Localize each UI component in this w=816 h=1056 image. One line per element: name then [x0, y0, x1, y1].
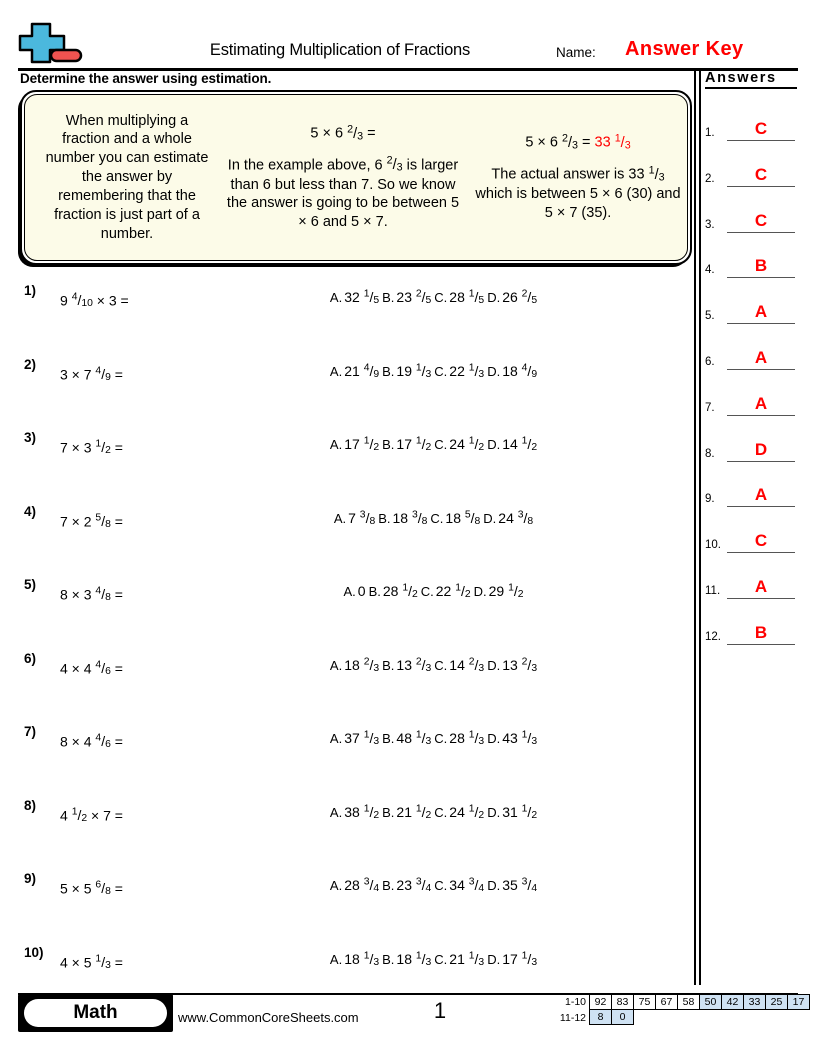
example-answer-equals: = [577, 134, 595, 151]
question-number-7: 7) [24, 724, 37, 739]
question-2-choice-A[interactable]: A. 21 $^4$/9 [329, 362, 380, 381]
question-10-choice-B[interactable]: B. 18 $^1$/3 [382, 950, 432, 969]
score-cell-1-10: 17 [787, 994, 810, 1010]
question-7-expr-text-0: 8 × 4 [60, 733, 96, 750]
question-3-choice-D[interactable]: D. 14 $^1$/2 [487, 436, 538, 454]
score-cell-1-7: 42 [721, 994, 744, 1010]
question-expression-9 [60, 880, 123, 898]
question-number-9: 9) [24, 871, 37, 886]
answer-column-divider-inner [699, 70, 701, 985]
answer-value-12: B [754, 622, 768, 642]
question-9-choice-3-text-0: 35 [502, 877, 522, 894]
question-9-choice-0-text-0: 28 [344, 877, 364, 894]
answer-value-8: D [754, 439, 768, 459]
page-number: 1 [433, 998, 447, 1023]
question-8-choice-2-text-0: 24 [449, 803, 469, 820]
question-4-choice-0-fraction-1: $^3$/8 [359, 509, 376, 528]
question-9-choice-2-fraction-1: $^3$/4 [468, 877, 485, 895]
question-6-choice-C[interactable]: C. 14 $^2$/3 [434, 656, 485, 675]
name-value: Answer Key [625, 38, 744, 60]
question-choices-8 [195, 804, 675, 822]
question-8 [20, 798, 680, 832]
question-9-choice-1-text-0: 23 [396, 877, 416, 894]
question-3-choice-3-fraction-1: $^1$/2 [521, 436, 538, 454]
example-answer-text-fraction: $^1$/3 [648, 164, 665, 184]
question-2-expr-fraction-1: $^4$/9 [95, 365, 111, 384]
example-explanation-text [226, 155, 460, 232]
question-5-choice-1-text-0: 28 [382, 583, 403, 600]
score-cell-2-1: 8 [589, 1009, 612, 1025]
question-1-choice-C[interactable]: C. 28 $^1$/5 [434, 289, 485, 307]
answer-index-6: 6. [705, 356, 715, 368]
question-expression-2 [60, 366, 123, 384]
subject-badge-label: Math [24, 999, 167, 1027]
question-10-expr-text-0: 4 × 5 [60, 953, 96, 970]
example-equation-prefix: 5 × 6 [310, 125, 348, 142]
question-choices-9 [195, 877, 675, 895]
answer-row-9 [705, 463, 795, 507]
question-2-choice-D[interactable]: D. 18 $^4$/9 [487, 362, 538, 381]
answer-index-4: 4. [705, 264, 715, 277]
question-choices-4 [195, 510, 675, 528]
score-cell-1-5: 58 [677, 994, 700, 1010]
plus-minus-logo-icon [18, 20, 90, 68]
answer-value-5: A [754, 302, 768, 322]
example-explanation-part2: is larger than 6 but less than 7. So we know the answer is going to be between 5 × 6 and 5 × 7. [226, 157, 460, 231]
question-6-choice-A[interactable]: A. 18 $^2$/3 [329, 656, 380, 675]
question-4-choice-A[interactable]: A. 7 $^3$/8 [333, 509, 376, 528]
question-2 [20, 357, 680, 391]
answer-row-4 [705, 234, 795, 278]
question-10-choice-0-fraction-1: $^1$/3 [363, 950, 380, 969]
question-5-choice-0-text-0: 0 [357, 583, 366, 600]
score-cell-1-9: 25 [765, 994, 788, 1010]
question-8-choice-1-fraction-1: $^1$/2 [415, 803, 432, 822]
question-9-choice-1-fraction-1: $^3$/4 [415, 877, 432, 895]
question-9-choice-0-fraction-1: $^3$/4 [363, 877, 380, 895]
question-2-choice-0-fraction-1: $^4$/9 [363, 362, 380, 381]
question-4-choice-2-fraction-1: $^5$/8 [464, 509, 481, 528]
question-1-choice-B[interactable]: B. 23 $^2$/5 [382, 289, 432, 307]
question-4-choice-3-text-0: 24 [498, 509, 518, 526]
question-3-expr-text-0: 7 × 3 [60, 439, 96, 456]
question-4-choice-0-text-0: 7 [348, 509, 360, 526]
question-1-choice-2-fraction-1: $^1$/5 [468, 289, 485, 307]
question-6-choice-3-text-0: 13 [502, 656, 522, 673]
question-2-choice-C[interactable]: C. 22 $^1$/3 [434, 362, 485, 381]
question-1-choice-A[interactable]: A. 32 $^1$/5 [329, 289, 380, 307]
example-answer-equation [472, 132, 684, 153]
question-2-choice-3-fraction-1: $^4$/9 [521, 362, 538, 381]
question-5-choice-2-text-0: 22 [435, 583, 456, 600]
question-3-choice-0-text-0: 17 [344, 436, 364, 453]
question-2-choice-3-text-0: 18 [502, 362, 522, 379]
question-6-choice-0-text-0: 18 [344, 656, 364, 673]
instruction-text: Determine the answer using estimation. [20, 71, 272, 86]
question-10-choice-1-text-0: 18 [396, 950, 416, 967]
question-number-4: 4) [24, 503, 37, 519]
question-10-choice-3-text-0: 17 [502, 950, 522, 967]
question-8-choice-2-fraction-1: $^1$/2 [468, 803, 485, 822]
answer-index-3: 3. [705, 218, 715, 231]
question-1-choice-0-fraction-1: $^1$/5 [363, 289, 380, 307]
answer-value-2: C [754, 164, 768, 184]
question-3-choice-B[interactable]: B. 17 $^1$/2 [382, 436, 432, 454]
answer-row-1 [705, 97, 795, 141]
score-cells-2 [590, 1010, 634, 1025]
answer-index-2: 2. [705, 172, 715, 185]
question-choices-3 [195, 436, 675, 454]
question-8-expr-text-2: × 7 = [87, 806, 123, 823]
question-expression-10 [60, 954, 123, 972]
question-6-choice-B[interactable]: B. 13 $^2$/3 [382, 656, 432, 675]
question-1-choice-2-text-0: 28 [449, 289, 469, 306]
question-5-choice-B[interactable]: B. 28 $^1$/2 [368, 583, 418, 601]
question-number-10: 10) [24, 944, 44, 960]
question-7-choice-C[interactable]: C. 28 $^1$/3 [434, 730, 485, 748]
question-5-expr-text-2: = [110, 586, 123, 603]
question-7-expr-fraction-1: $^4$/6 [95, 733, 111, 751]
question-5-choice-A[interactable]: A. 0 [343, 583, 366, 600]
question-4-expr-text-0: 7 × 2 [60, 512, 96, 529]
question-2-expr-text-2: = [110, 365, 123, 382]
question-4-choice-B[interactable]: B. 18 $^3$/8 [378, 509, 428, 528]
example-answer-text-part1: The actual answer is 33 [491, 166, 649, 183]
question-8-choice-3-text-0: 31 [502, 803, 522, 820]
question-8-choice-D[interactable]: D. 31 $^1$/2 [487, 803, 538, 822]
question-1-expr-text-2: × 3 = [92, 292, 129, 309]
question-choices-6 [195, 657, 675, 675]
question-6-choice-1-text-0: 13 [396, 656, 416, 673]
question-6-choice-D[interactable]: D. 13 $^2$/3 [487, 656, 538, 675]
answer-row-7 [705, 372, 795, 416]
question-choices-2 [195, 363, 675, 381]
question-2-choice-2-fraction-1: $^1$/3 [468, 362, 485, 381]
question-3-choice-2-fraction-1: $^1$/2 [468, 436, 485, 454]
question-expression-4 [60, 513, 123, 531]
example-answer-text [472, 164, 684, 223]
question-5-choice-3-fraction-1: $^1$/2 [508, 583, 524, 601]
question-3-choice-1-fraction-1: $^1$/2 [415, 436, 432, 454]
example-explanation-part1: In the example above, 6 [227, 157, 387, 174]
question-6-choice-2-fraction-1: $^2$/3 [468, 656, 485, 675]
answer-value-4: B [754, 256, 768, 276]
answer-row-6 [705, 326, 795, 370]
question-10-choice-2-fraction-1: $^1$/3 [468, 950, 485, 969]
answer-row-11 [705, 555, 795, 599]
answer-value-1: C [754, 119, 768, 138]
question-3-choice-0-fraction-1: $^1$/2 [363, 436, 380, 454]
question-3-choice-3-text-0: 14 [502, 436, 522, 453]
answer-index-5: 5. [705, 310, 715, 323]
question-9-expr-text-2: = [110, 880, 123, 897]
site-url: www.CommonCoreSheets.com [178, 1010, 359, 1025]
answer-column-divider-outer [694, 70, 696, 985]
question-choices-5 [195, 583, 675, 601]
question-5-choice-2-fraction-1: $^1$/2 [455, 583, 471, 601]
question-1-choice-0-text-0: 32 [344, 289, 364, 306]
question-6-expr-text-0: 4 × 4 [60, 659, 96, 676]
question-7-choice-1-fraction-1: $^1$/3 [415, 730, 432, 748]
question-1-choice-1-fraction-1: $^2$/5 [415, 289, 432, 307]
question-4 [20, 504, 680, 538]
answer-index-7: 7. [705, 401, 715, 414]
question-number-1: 1) [24, 283, 37, 298]
question-8-choice-B[interactable]: B. 21 $^1$/2 [382, 803, 432, 822]
answer-index-10: 10. [705, 539, 721, 552]
question-9-choice-A[interactable]: A. 28 $^3$/4 [329, 877, 380, 895]
question-7-choice-B[interactable]: B. 48 $^1$/3 [382, 730, 432, 748]
score-cell-1-2: 83 [611, 994, 634, 1010]
question-9-expr-text-0: 5 × 5 [60, 880, 96, 897]
question-choices-7 [195, 730, 675, 748]
question-choices-1 [195, 289, 675, 307]
answer-row-3 [705, 189, 795, 233]
question-4-choice-2-text-0: 18 [445, 509, 465, 526]
example-column-concept [34, 92, 220, 263]
question-7 [20, 724, 680, 758]
answer-index-1: 1. [705, 127, 715, 139]
question-6-choice-1-fraction-1: $^2$/3 [415, 656, 432, 675]
question-8-choice-3-fraction-1: $^1$/2 [521, 803, 538, 822]
question-5-choice-D[interactable]: D. 29 $^1$/2 [473, 583, 524, 601]
example-equation-fraction: $^2$/3 [347, 122, 364, 142]
page-header [0, 0, 816, 70]
question-4-expr-text-2: = [110, 512, 123, 529]
subject-badge [18, 994, 173, 1032]
answer-row-12 [705, 601, 795, 645]
question-6-choice-3-fraction-1: $^2$/3 [521, 656, 538, 675]
question-3-choice-A[interactable]: A. 17 $^1$/2 [329, 436, 380, 454]
example-equation-suffix: = [363, 125, 376, 142]
question-2-choice-2-text-0: 22 [449, 362, 469, 379]
question-expression-6 [60, 660, 123, 678]
example-column-explanation [220, 92, 466, 263]
question-7-choice-2-text-0: 28 [449, 730, 469, 747]
question-7-choice-0-fraction-1: $^1$/3 [363, 730, 380, 748]
question-5-choice-C[interactable]: C. 22 $^1$/2 [420, 583, 471, 601]
answer-value-3: C [754, 210, 768, 230]
question-10-expr-text-2: = [110, 953, 123, 970]
answer-value-9: A [754, 485, 768, 505]
example-answer-text-part2: which is between 5 × 6 (30) and 5 × 7 (35). [475, 185, 681, 221]
question-7-choice-A[interactable]: A. 37 $^1$/3 [329, 730, 380, 748]
question-7-choice-D[interactable]: D. 43 $^1$/3 [487, 730, 538, 748]
question-5 [20, 577, 680, 611]
question-8-choice-1-text-0: 21 [396, 803, 416, 820]
answer-value-10: C [754, 531, 768, 551]
question-9 [20, 871, 680, 905]
question-8-choice-A[interactable]: A. 38 $^1$/2 [329, 803, 380, 822]
answers-header: Answers [705, 70, 797, 89]
score-cell-1-6: 50 [699, 994, 722, 1010]
question-6 [20, 651, 680, 685]
question-4-choice-1-text-0: 18 [392, 509, 412, 526]
question-8-choice-C[interactable]: C. 24 $^1$/2 [434, 803, 485, 822]
question-5-expr-fraction-1: $^4$/8 [95, 586, 111, 604]
page-title: Estimating Multiplication of Fractions [209, 41, 471, 59]
answer-index-11: 11. [705, 585, 721, 597]
answer-row-5 [705, 280, 795, 324]
question-9-expr-fraction-1: $^6$/8 [95, 880, 111, 898]
question-number-8: 8) [24, 797, 37, 813]
answer-index-9: 9. [705, 493, 715, 506]
question-expression-3 [60, 439, 123, 457]
question-3-expr-fraction-1: $^1$/2 [95, 439, 111, 457]
answer-index-8: 8. [705, 447, 715, 460]
question-6-choice-2-text-0: 14 [449, 656, 469, 673]
question-expression-1 [60, 292, 129, 310]
question-5-choice-3-text-0: 29 [488, 583, 509, 600]
answer-value-7: A [754, 393, 768, 413]
answer-index-12: 12. [705, 630, 721, 643]
question-7-choice-2-fraction-1: $^1$/3 [468, 730, 485, 748]
question-4-choice-3-fraction-1: $^3$/8 [517, 509, 534, 528]
question-number-5: 5) [24, 577, 37, 592]
question-7-choice-0-text-0: 37 [344, 730, 364, 747]
question-10-choice-2-text-0: 21 [449, 950, 469, 967]
question-expression-8 [60, 807, 123, 825]
score-cell-1-8: 33 [743, 994, 766, 1010]
answer-value-11: A [754, 577, 768, 596]
score-row-label-1: 1-10 [564, 996, 586, 1008]
question-7-expr-text-2: = [110, 733, 123, 750]
question-3-choice-1-text-0: 17 [396, 436, 416, 453]
example-explanation-fraction: $^2$/3 [386, 154, 403, 174]
question-1-choice-D[interactable]: D. 26 $^2$/5 [487, 289, 538, 307]
question-4-choice-1-fraction-1: $^3$/8 [411, 509, 428, 528]
question-4-expr-fraction-1: $^5$/8 [95, 512, 111, 531]
question-5-choice-1-fraction-1: $^1$/2 [402, 583, 418, 601]
question-7-choice-3-fraction-1: $^1$/3 [521, 730, 538, 748]
question-8-choice-0-fraction-1: $^1$/2 [363, 803, 380, 822]
question-2-choice-1-fraction-1: $^1$/3 [415, 362, 432, 381]
score-row-1 [556, 994, 810, 1010]
question-number-2: 2) [24, 356, 37, 372]
question-8-choice-0-text-0: 38 [344, 803, 364, 820]
score-row-2 [556, 1010, 810, 1025]
question-10 [20, 945, 680, 979]
question-3-choice-C[interactable]: C. 24 $^1$/2 [434, 436, 485, 454]
answer-row-10 [705, 509, 795, 553]
question-9-choice-C[interactable]: C. 34 $^3$/4 [434, 877, 485, 895]
answer-row-8 [705, 418, 795, 462]
question-choices-10 [195, 951, 675, 969]
question-10-choice-0-text-0: 18 [344, 950, 364, 967]
question-1-expr-fraction-1: $^4$/10 [71, 292, 93, 310]
example-answer-fraction-left: $^2$/3 [562, 132, 578, 152]
question-10-choice-3-fraction-1: $^1$/3 [521, 950, 538, 969]
example-column-answer [466, 92, 690, 263]
score-cell-1-3: 75 [633, 994, 656, 1010]
question-expression-5 [60, 586, 123, 604]
question-6-choice-0-fraction-1: $^2$/3 [363, 656, 380, 675]
question-4-choice-C[interactable]: C. 18 $^5$/8 [430, 509, 481, 528]
question-10-choice-C[interactable]: C. 21 $^1$/3 [434, 950, 485, 969]
name-label: Name: [556, 45, 596, 60]
example-answer-whole: 33 [594, 134, 615, 151]
question-4-choice-D[interactable]: D. 24 $^3$/8 [483, 509, 534, 528]
question-10-choice-A[interactable]: A. 18 $^1$/3 [329, 950, 380, 969]
example-concept-text: When multiplying a fraction and a whole number you can estimate the answer by remembering that the fraction is just part of a number. [45, 112, 209, 242]
answer-value-6: A [754, 348, 768, 367]
question-10-choice-D[interactable]: D. 17 $^1$/3 [487, 950, 538, 969]
example-answer-fraction-right: $^1$/3 [614, 132, 631, 152]
question-9-choice-B[interactable]: B. 23 $^3$/4 [382, 877, 432, 895]
example-equation [226, 123, 460, 144]
question-3-choice-2-text-0: 24 [449, 436, 469, 453]
example-answer-prefix: 5 × 6 [525, 134, 563, 151]
question-6-expr-fraction-1: $^4$/6 [95, 659, 111, 678]
question-5-expr-text-0: 8 × 3 [60, 586, 96, 603]
question-expression-7 [60, 733, 123, 751]
example-box [20, 90, 692, 265]
answer-row-2 [705, 143, 795, 187]
score-row-label-2: 11-12 [559, 1011, 586, 1024]
question-10-expr-fraction-1: $^1$/3 [95, 953, 111, 972]
question-number-3: 3) [24, 430, 37, 445]
score-cell-1-1: 92 [589, 994, 612, 1010]
question-1-choice-3-fraction-1: $^2$/5 [521, 289, 538, 307]
question-1-expr-text-0: 9 [60, 292, 72, 309]
question-2-expr-text-0: 3 × 7 [60, 365, 96, 382]
question-1-choice-1-text-0: 23 [396, 289, 416, 306]
question-2-choice-0-text-0: 21 [344, 362, 364, 379]
question-number-6: 6) [24, 650, 37, 666]
question-3-expr-text-2: = [110, 439, 123, 456]
question-2-choice-1-text-0: 19 [396, 362, 416, 379]
question-7-choice-1-text-0: 48 [396, 730, 416, 747]
question-9-choice-2-text-0: 34 [449, 877, 469, 894]
question-8-expr-fraction-1: $^1$/2 [71, 806, 88, 825]
question-8-expr-text-0: 4 [60, 806, 72, 823]
question-3 [20, 430, 680, 464]
score-cell-2-2: 0 [611, 1009, 634, 1025]
question-2-choice-B[interactable]: B. 19 $^1$/3 [382, 362, 432, 381]
score-cell-1-4: 67 [655, 994, 678, 1010]
question-10-choice-1-fraction-1: $^1$/3 [415, 950, 432, 969]
question-6-expr-text-2: = [110, 659, 123, 676]
question-7-choice-3-text-0: 43 [502, 730, 522, 747]
question-1 [20, 283, 680, 317]
score-grid [556, 994, 810, 1025]
question-9-choice-3-fraction-1: $^3$/4 [521, 877, 538, 895]
question-9-choice-D[interactable]: D. 35 $^3$/4 [487, 877, 538, 895]
score-cells-1 [590, 994, 810, 1010]
question-1-choice-3-text-0: 26 [502, 289, 522, 306]
